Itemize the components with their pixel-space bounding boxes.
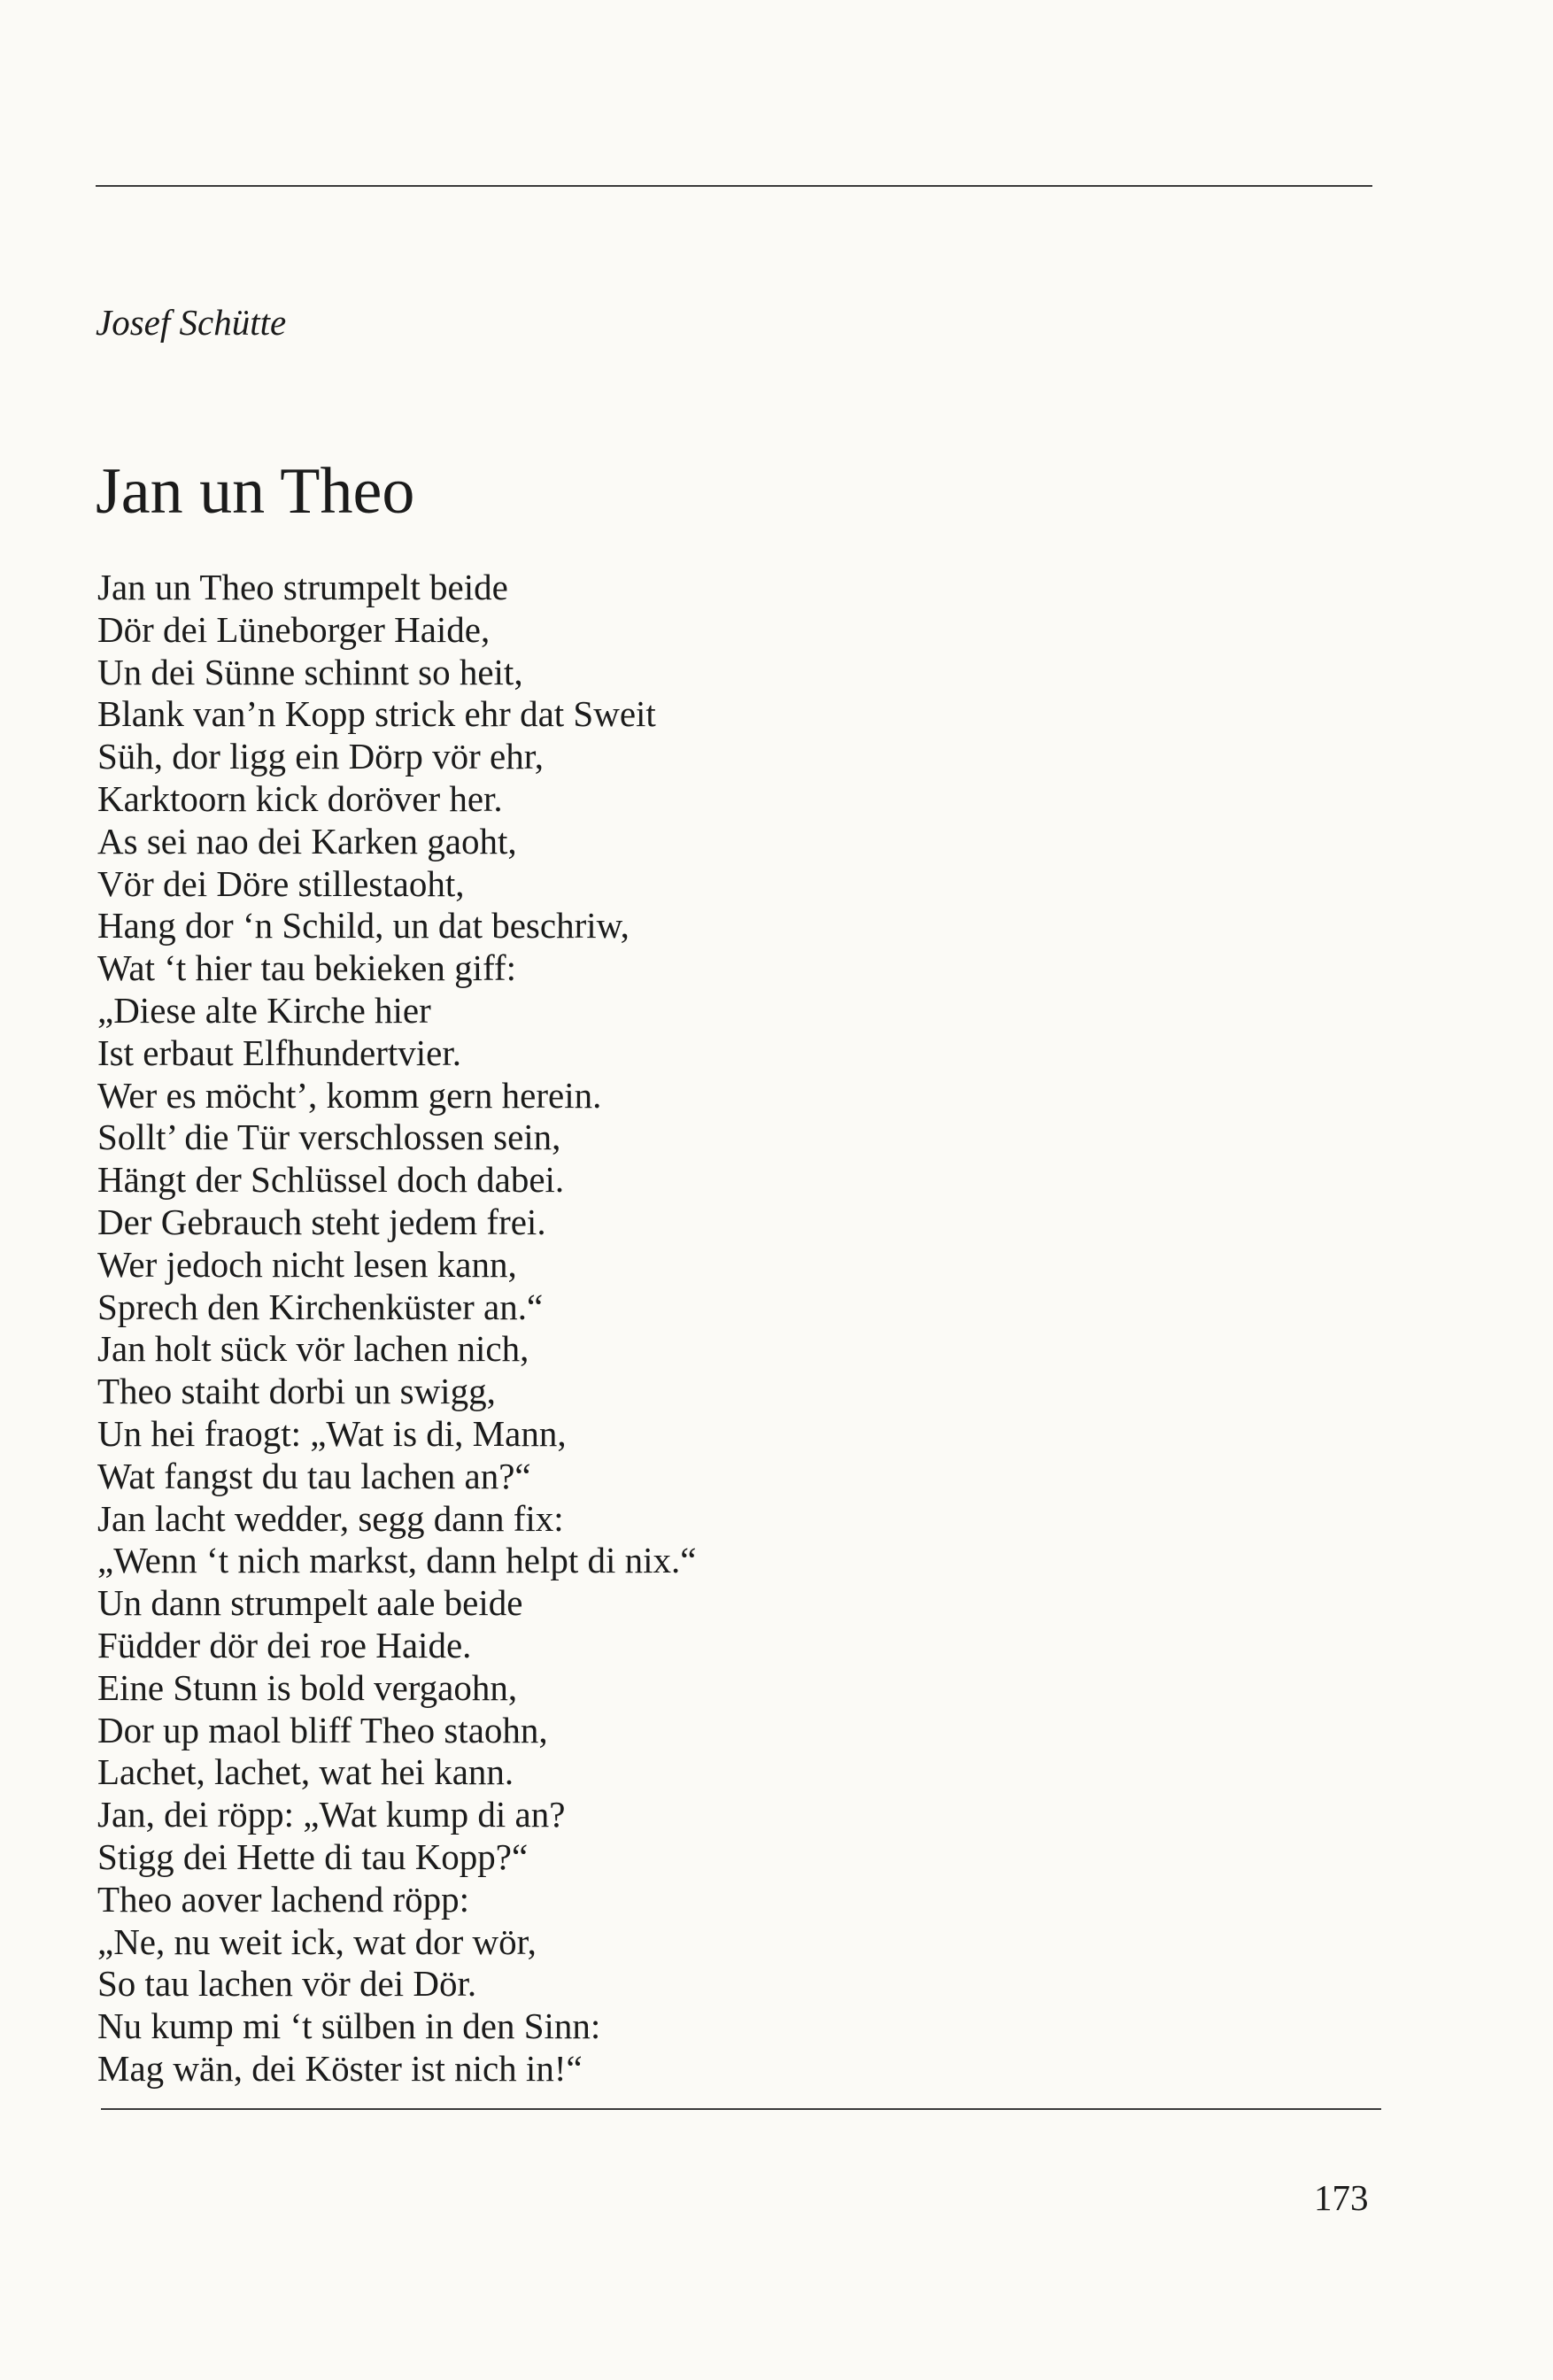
poem-line: Ist erbaut Elfhundertvier. xyxy=(97,1032,462,1073)
poem-line: Un hei fraogt: „Wat is di, Mann, xyxy=(97,1412,567,1454)
poem-text xyxy=(97,567,696,2090)
poem-line: Hängt der Schlüssel doch dabei. xyxy=(97,1159,565,1201)
poem-line: „Diese alte Kirche hier xyxy=(97,989,431,1031)
poem-line: Wat fangst du tau lachen an?“ xyxy=(97,1455,531,1496)
poem-line: As sei nao dei Karken gaoht, xyxy=(97,820,517,862)
poem-line: Blank van’n Kopp strick ehr dat Sweit xyxy=(97,693,656,735)
poem-line: „Ne, nu weit ick, wat dor wör, xyxy=(97,1920,537,1962)
poem-line: Karktoorn kick doröver her. xyxy=(97,777,503,819)
bottom-rule xyxy=(101,2108,1381,2110)
poem-line: Stigg dei Hette di tau Kopp?“ xyxy=(97,1835,529,1877)
poem-line: Jan lacht wedder, segg dann fix: xyxy=(97,1497,564,1539)
poem-line: Wer es möcht’, komm gern herein. xyxy=(97,1074,602,1116)
top-rule xyxy=(96,185,1372,187)
poem-line: Mag wän, dei Köster ist nich in!“ xyxy=(97,2047,583,2089)
poem-line: Wer jedoch nicht lesen kann, xyxy=(97,1243,517,1285)
poem-line: Hang dor ‘n Schild, un dat beschriw, xyxy=(97,905,630,947)
poem-line: Theo staiht dorbi un swigg, xyxy=(97,1371,496,1412)
poem-line: Eine Stunn is bold vergaohn, xyxy=(97,1666,518,1708)
poem-line: Jan, dei röpp: „Wat kump di an? xyxy=(97,1794,566,1835)
poem-line: Der Gebrauch steht jedem frei. xyxy=(97,1201,546,1242)
poem-line: Un dann strumpelt aale beide xyxy=(97,1582,523,1624)
poem-line: Vör dei Döre stillestaoht, xyxy=(97,862,465,904)
poem-line: Nu kump mi ‘t sülben in den Sinn: xyxy=(97,2005,601,2047)
poem-line: Un dei Sünne schinnt so heit, xyxy=(97,651,523,692)
poem-line: Jan holt sück vör lachen nich, xyxy=(97,1328,529,1370)
page-number: 173 xyxy=(1314,2177,1369,2218)
poem-title: Jan un Theo xyxy=(96,455,415,528)
poem-line: Theo aover lachend röpp: xyxy=(97,1878,470,1920)
poem-line: So tau lachen vör dei Dör. xyxy=(97,1963,477,2005)
poem-line: Jan un Theo strumpelt beide xyxy=(97,567,508,607)
author-name: Josef Schütte xyxy=(96,302,287,343)
poem-line: Süh, dor ligg ein Dörp vör ehr, xyxy=(97,736,544,777)
poem-line: Füdder dör dei roe Haide. xyxy=(97,1624,472,1665)
poem-line: „Wenn ‘t nich markst, dann helpt di nix.“ xyxy=(97,1540,697,1581)
poem-line: Sprech den Kirchenküster an.“ xyxy=(97,1286,544,1327)
poem-line: Wat ‘t hier tau bekieken giff: xyxy=(97,947,516,989)
poem-line: Sollt’ die Tür verschlossen sein, xyxy=(97,1117,561,1158)
poem-line: Lachet, lachet, wat hei kann. xyxy=(97,1751,514,1793)
poem-line: Dör dei Lüneborger Haide, xyxy=(97,608,491,650)
poem-line: Dor up maol bliff Theo staohn, xyxy=(97,1709,548,1750)
